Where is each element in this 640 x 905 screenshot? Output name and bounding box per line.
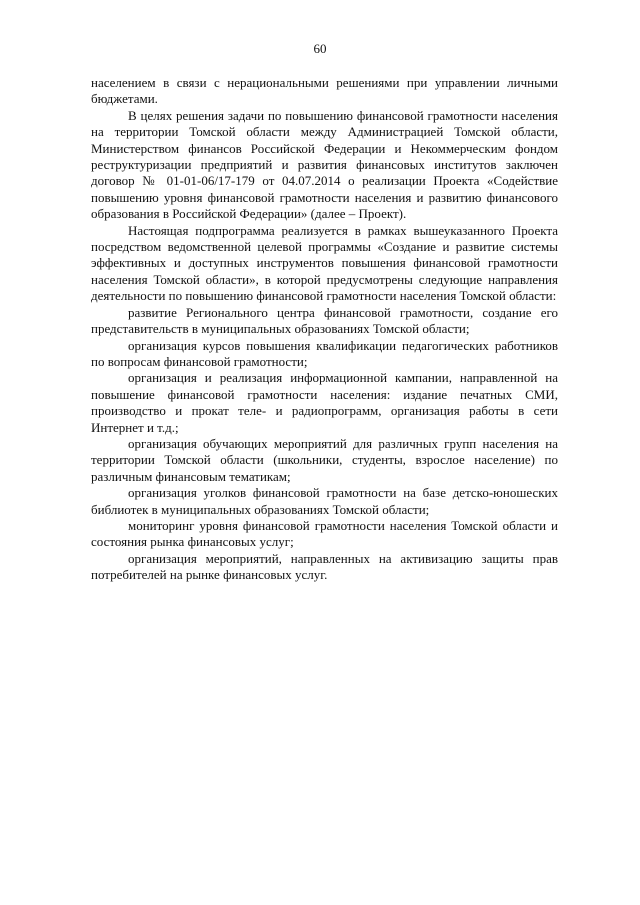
list-item-info-campaign: организация и реализация информационной кампании, направленной на повышение финансовой грамотности населения: издание печатных СМИ, производство и прокат теле- и радиопрограмм, организация работы в сети Интернет и т.д.; <box>91 370 558 435</box>
list-item-monitoring: мониторинг уровня финансовой грамотности населения Томской области и состояния рынка финансовых услуг; <box>91 517 558 550</box>
paragraph-continuation: населением в связи с нерациональными решениями при управлении личными бюджетами. <box>91 75 558 107</box>
list-item-library-corners: организация уголков финансовой грамотности на базе детско-юношеских библиотек в муниципальных образованиях Томской области; <box>91 485 558 517</box>
paragraph-subprogram: Настоящая подпрограмма реализуется в рамках вышеуказанного Проекта посредством ведомственной целевой программы «Создание и развитие системы эффективных и доступных инструментов повышения финансовой грамотности населения Томской области», в которой предусмотрены следующие направления деятельности по повышению финансовой грамотности населения Томской области: <box>91 222 558 304</box>
document-body <box>91 75 558 584</box>
list-item-training-events: организация обучающих мероприятий для различных групп населения на территории Томской области (школьники, студенты, взрослое население) по различным финансовым тематикам; <box>91 435 558 484</box>
page-number: 60 <box>313 41 327 56</box>
list-item-teacher-courses: организация курсов повышения квалификации педагогических работников по вопросам финансовой грамотности; <box>91 337 558 369</box>
list-item-regional-center: развитие Регионального центра финансовой грамотности, создание его представительств в муниципальных образованиях Томской области; <box>91 304 558 337</box>
paragraph-agreement: В целях решения задачи по повышению финансовой грамотности населения на территории Томской области между Администрацией Томской области, Министерством финансов Российской Федерации и Некоммерческим фондом реструктуризации предприятий и развития финансовых институтов заключен договор № 01-01-06/17-179 от 04.07.2014 о реализации Проекта «Содействие повышению уровня финансовой грамотности населения и развитию финансового образования в Российской Федерации» (далее – Проект). <box>91 107 558 222</box>
list-item-consumer-protection: организация мероприятий, направленных на активизацию защиты прав потребителей на рынке финансовых услуг. <box>91 550 558 583</box>
